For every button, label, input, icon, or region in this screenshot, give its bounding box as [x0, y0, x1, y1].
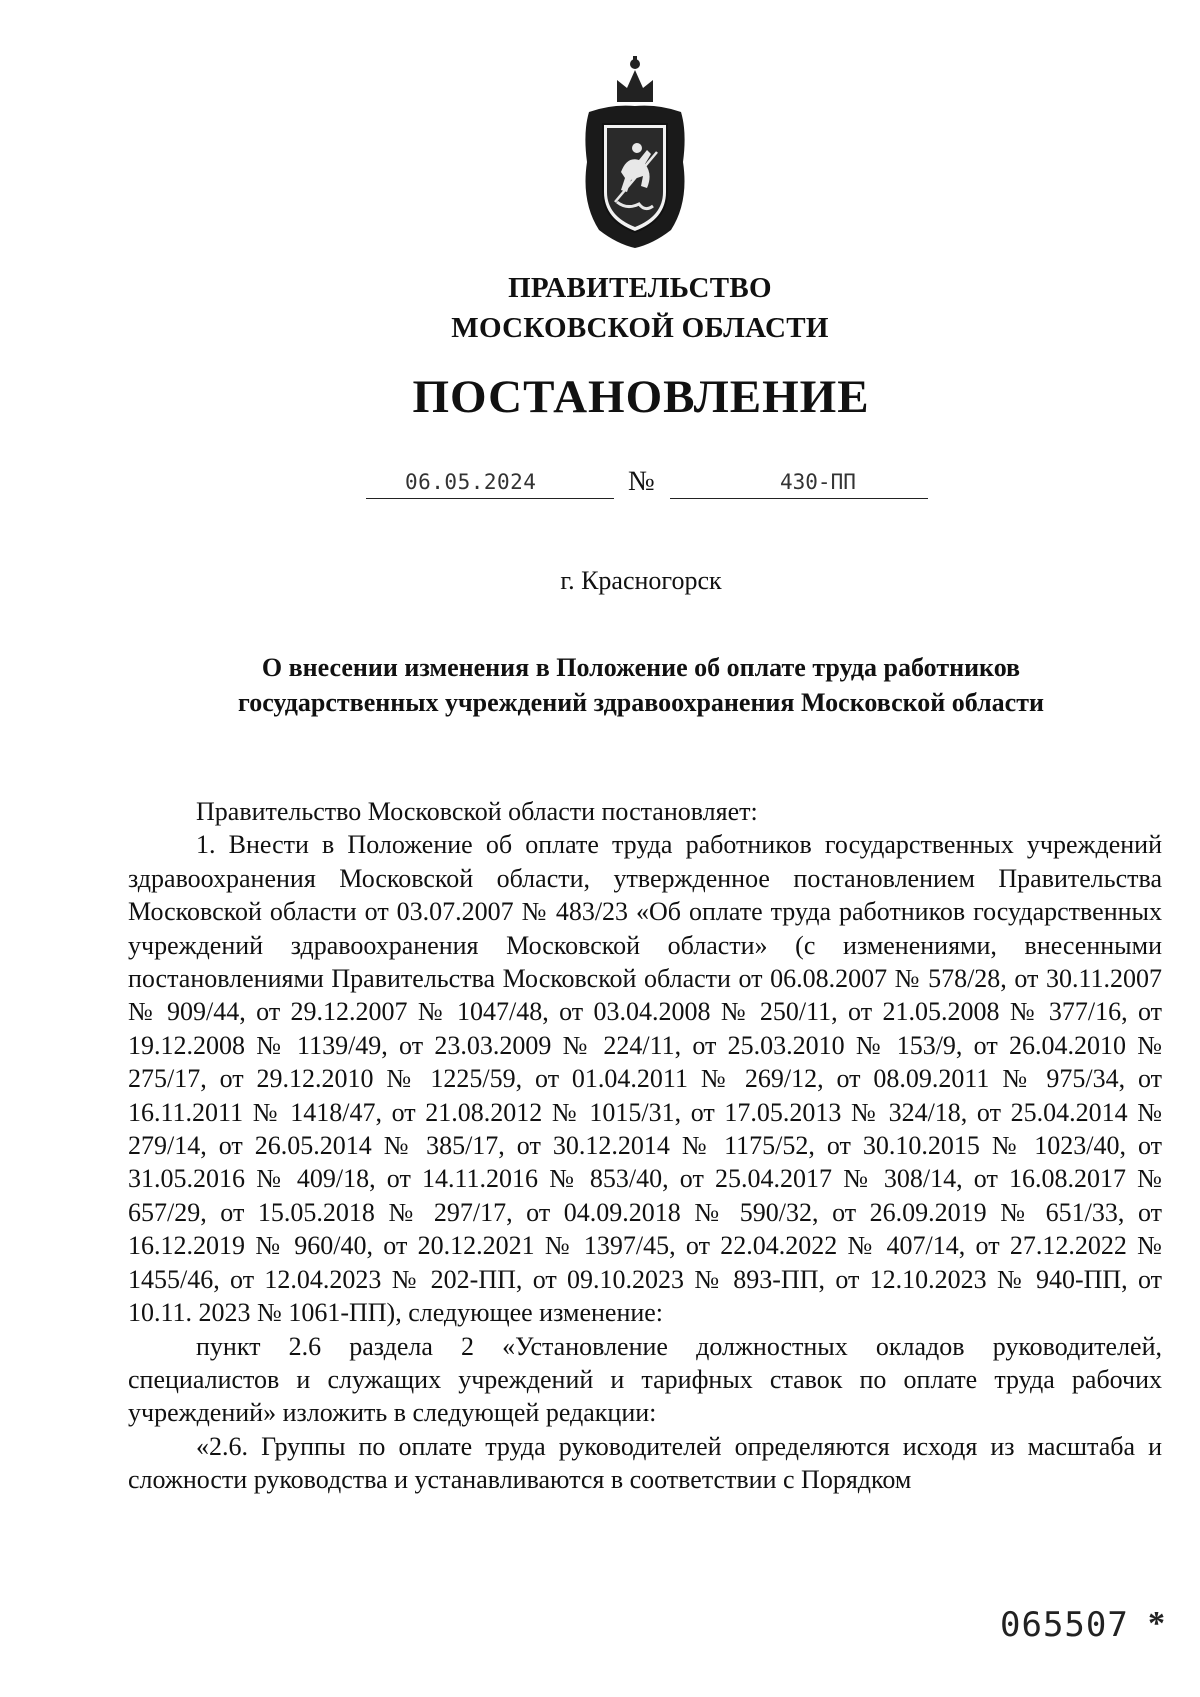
serial-mark: *: [1148, 1605, 1165, 1642]
document-body: [128, 795, 1162, 1497]
body-paragraph-2: пункт 2.6 раздела 2 «Установление должностных окладов руководителей, специалистов и служащих учреждений и тарифных ставок по оплате труда рабочих учреждений» изложить в следующей редакции:: [128, 1331, 1162, 1428]
body-paragraph-1: 1. Внести в Положение об оплате труда работников государственных учреждений здравоохранения Московской области, утвержденное постановлением Правительства Московской области от 03.07.2007 № 483/23 «Об оплате труда работников государственных учреждений здравоохранения Московской области» (с изменениями, внесенными постановлениями Правительства Московской области от 06.08.2007 № 578/28, от 30.11.2007 № 909/44, от 29.12.2007 № 1047/48, от 03.04.2008 № 250/11, от 21.05.2008 № 377/16, от 19.12.2008 № 1139/49, от 23.03.2009 № 224/11, от 25.03.2010 № 153/9, от 26.04.2010 № 275/17, от 29.12.2010 № 1225/59, от 01.04.2011 № 269/12, от 08.09.2011 № 975/34, от 16.11.2011 № 1418/47, от 21.08.2012 № 1015/31, от 17.05.2013 № 324/18, от 25.04.2014 № 279/14, от 26.05.2014 № 385/17, от 30.12.2014 № 1175/52, от 30.10.2015 № 1023/40, от 31.05.2016 № 409/18, от 14.11.2016 № 853/40, от 25.04.2017 № 308/14, от 16.08.2017 № 657/29, от 15.05.2018 № 297/17, от 04.09.2018 № 590/32, от 26.09.2019 № 651/33, от 16.12.2019 № 960/40, от 20.12.2021 № 1397/45, от 22.04.2022 № 407/14, от 27.12.2022 № 1455/46, от 12.04.2023 № 202-ПП, от 09.10.2023 № 893-ПП, от 12.10.2023 № 940-ПП, от 10.11. 2023 № 1061-ПП), следующее изменение:: [128, 830, 1162, 1328]
org-line-2: МОСКОВСКОЙ ОБЛАСТИ: [451, 312, 829, 344]
issuing-authority: [0, 268, 1200, 348]
org-line-1: ПРАВИТЕЛЬСТВО: [508, 272, 772, 304]
number-sign: №: [628, 466, 655, 497]
city-of-issue: г. Красногорск: [560, 566, 722, 595]
subject-line-2: государственных учреждений здравоохранения Московской области: [238, 688, 1044, 717]
body-intro: Правительство Московской области постановляет:: [196, 797, 758, 826]
document-subject: [0, 650, 1200, 720]
serial-number: 065507: [1000, 1605, 1129, 1645]
subject-line-1: О внесении изменения в Положение об оплате труда работников: [261, 653, 1021, 682]
date-underline: [366, 498, 614, 499]
document-date: 06.05.2024: [405, 470, 537, 494]
document-number: 430-ПП: [780, 470, 856, 494]
body-paragraph-3: «2.6. Группы по оплате труда руководителей определяются исходя из масштаба и сложности руководства и устанавливаются в соответствии с Порядком: [128, 1431, 1162, 1495]
number-underline: [670, 498, 928, 499]
coat-of-arms-icon: [575, 52, 695, 250]
document-type-title: ПОСТАНОВЛЕНИЕ: [412, 371, 870, 423]
